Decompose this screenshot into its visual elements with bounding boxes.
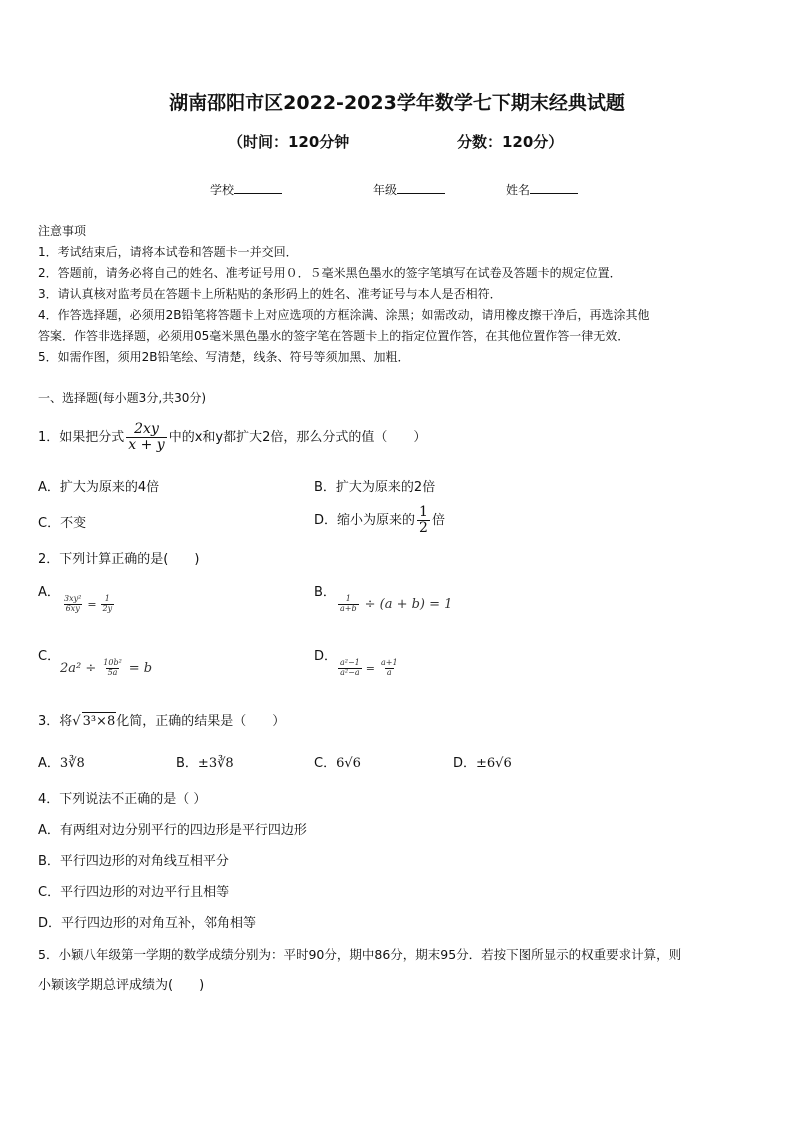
question-2-stem: 2．下列计算正确的是( ) [38, 552, 200, 567]
name-blank[interactable] [530, 182, 578, 194]
question-3-stem: 3．将 √ 3³×8 化简，正确的结果是（ ） [38, 713, 286, 729]
grade-blank[interactable] [397, 182, 445, 194]
q4-option-c[interactable]: C．平行四边形的对边平行且相等 [38, 885, 230, 900]
notice-item: 4．作答选择题，必须用2B铅笔将答题卡上对应选项的方框涂满、涂黑；如需改动，请用橡皮擦干净后，再选涂其他 [38, 308, 650, 322]
q2-option-d[interactable]: $\frac{\text{a²−1}}{\text{a²−a}}$ = $\frac{a+1}{a}$ [340, 658, 398, 677]
name-label: 姓名 [506, 183, 531, 197]
grade-field[interactable] [373, 181, 445, 198]
q2-option-b-label[interactable]: B． [314, 585, 336, 600]
q2-option-c[interactable]: 2a² ÷ $\frac{\text{10b²}}{5a}$ = b [60, 658, 153, 677]
q3-option-b[interactable]: B．±3∛8 [176, 756, 234, 771]
notice-item: 5．如需作图，须用2B铅笔绘、写清楚，线条、符号等须加黑、加粗． [38, 350, 410, 364]
q3-option-c[interactable]: C．6√6 [314, 756, 361, 771]
question-4-stem: 4．下列说法不正确的是（ ） [38, 792, 207, 807]
q2-option-b[interactable]: $\frac{1}{a+b}$ ÷ (a + b) = 1 [340, 594, 453, 613]
q4-option-b[interactable]: B．平行四边形的对角线互相平分 [38, 854, 229, 869]
q4-option-a[interactable]: A．有两组对边分别平行的四边形是平行四边形 [38, 823, 307, 838]
notice-item: 答案．作答非选择题，必须用05毫米黑色墨水的签字笔在答题卡上的指定位置作答，在其他位置作答一律无效． [38, 329, 630, 343]
q1-option-b[interactable]: B．扩大为原来的2倍 [314, 480, 436, 495]
school-label: 学校 [210, 183, 235, 197]
question-1-stem: 1．如果把分式 $\frac{2xy}{x + y}$ 中的x和y都扩大2倍，那么分式的值（ ） [38, 421, 427, 454]
q2-option-a-label[interactable]: A． [38, 585, 60, 600]
q1-d-fraction: $\frac{1}{2}$ [419, 504, 428, 537]
q3-option-d[interactable]: D．±6√6 [453, 756, 512, 771]
q3-option-a[interactable]: A．3∛8 [38, 756, 85, 771]
page-title: 湖南邵阳市区2022-2023学年数学七下期末经典试题 [169, 92, 625, 114]
question-5-stem-line1: 5．小颖八年级第一学期的数学成绩分别为：平时90分，期中86分，期末95分．若按下图所显示的权重要求计算，则 [38, 947, 682, 962]
notice-item: 2．答题前，请务必将自己的姓名、准考证号用０．５毫米黑色墨水的签字笔填写在试卷及答题卡的规定位置． [38, 266, 622, 280]
school-blank[interactable] [234, 182, 282, 194]
school-field[interactable] [210, 181, 282, 198]
q1-option-a[interactable]: A．扩大为原来的4倍 [38, 480, 160, 495]
question-5-stem-line2: 小颖该学期总评成绩为( ) [38, 978, 205, 993]
q2-option-a[interactable]: $\frac{\text{3xy²}}{6xy}$ = $\frac{1}{2y}$ [64, 594, 113, 613]
notice-item: 3．请认真核对监考员在答题卡上所粘贴的条形码上的姓名、准考证号与本人是否相符． [38, 287, 502, 301]
q1-fraction: $\frac{2xy}{x + y}$ [128, 421, 165, 454]
section-heading: 一、选择题(每小题3分,共30分) [38, 391, 207, 405]
notice-heading: 注意事项 [38, 224, 87, 238]
q1-option-c[interactable]: C．不变 [38, 516, 87, 531]
notice-item: 1．考试结束后，请将本试卷和答题卡一并交回． [38, 245, 298, 259]
name-field[interactable] [506, 181, 578, 198]
q2-option-c-label[interactable]: C． [38, 649, 61, 664]
q4-option-d[interactable]: D．平行四边形的对角互补，邻角相等 [38, 916, 257, 931]
exam-time: （时间：120分钟 [228, 133, 350, 151]
q2-option-d-label[interactable]: D． [314, 649, 338, 664]
exam-score: 分数：120分） [457, 133, 564, 151]
grade-label: 年级 [373, 183, 398, 197]
radical-icon: √ [72, 713, 81, 729]
q1-option-d[interactable]: D．缩小为原来的 $\frac{1}{2}$ 倍 [314, 504, 445, 537]
